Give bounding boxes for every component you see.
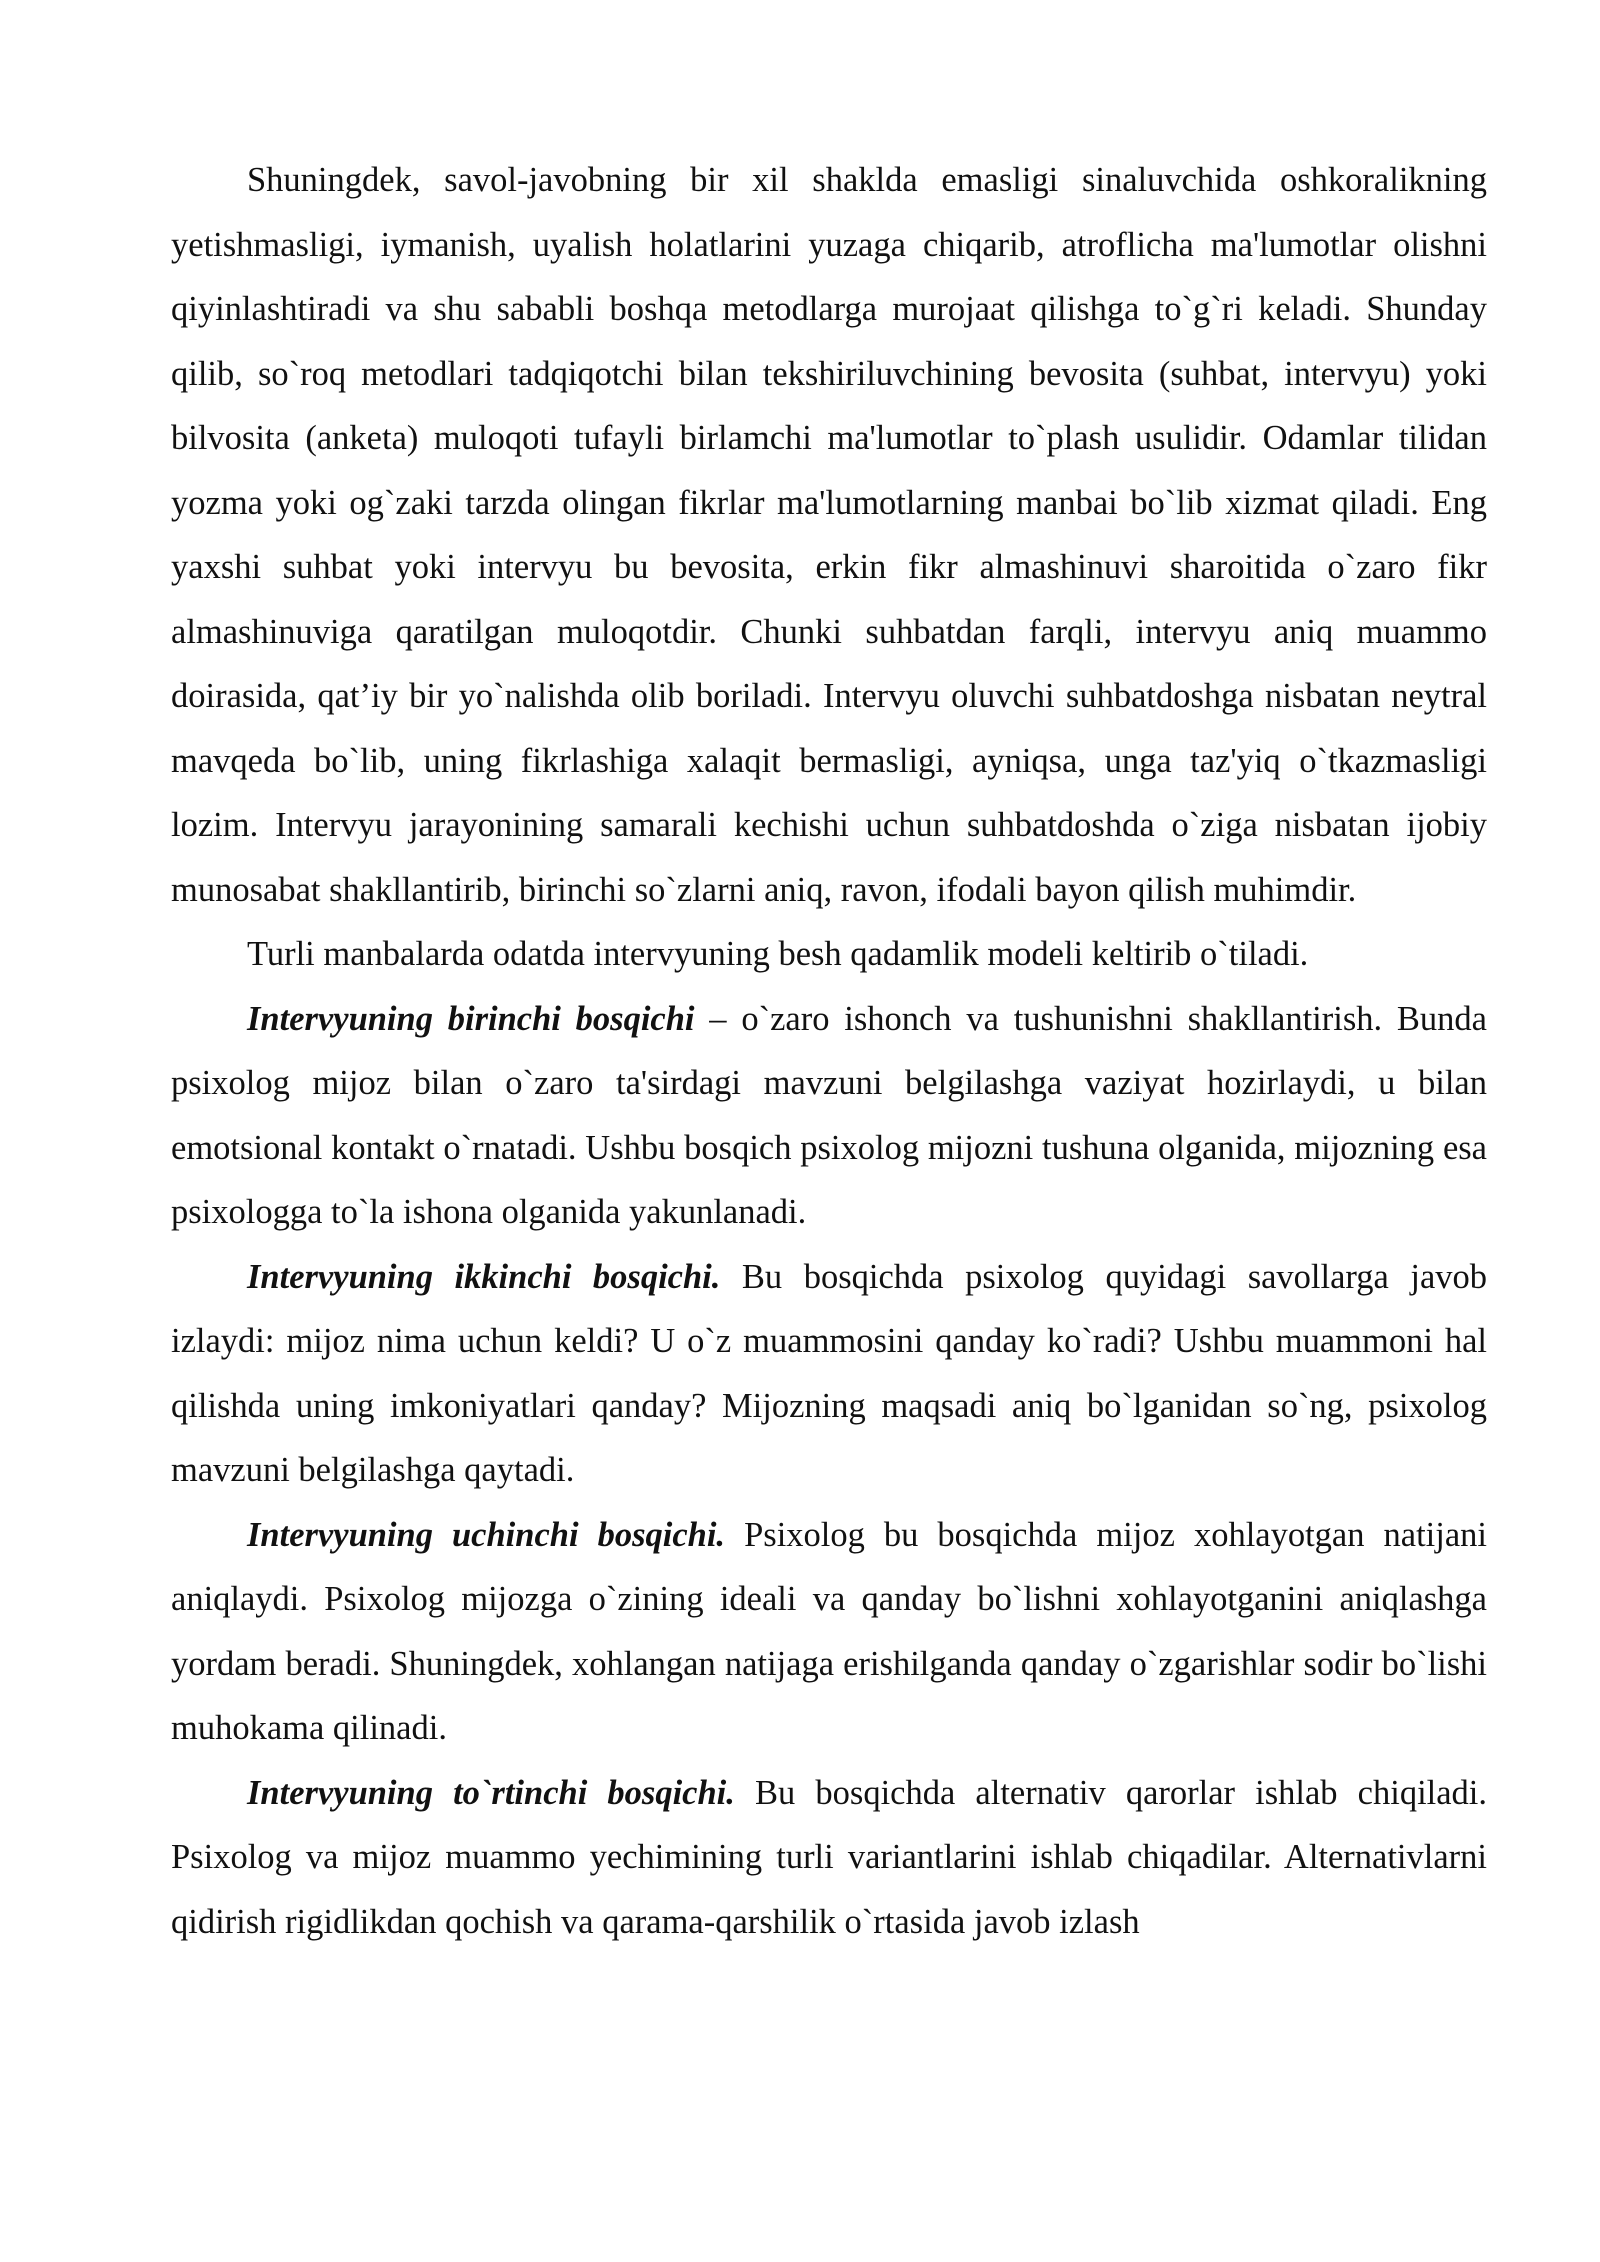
paragraph-stage-four: [171, 1761, 1487, 1955]
paragraph-text: Turli manbalarda odatda intervyuning besh qadamlik modeli keltirib o`tiladi.: [247, 935, 1309, 973]
paragraph-text: Bu bosqichda psixolog quyidagi savollarga javob izlaydi: mijoz nima uchun keldi? U o`z muammosini qanday ko`radi? Ushbu muammoni hal qilishda uning imkoniyatlari qanday? Mijozning maqsadi aniq bo`lganidan so`ng, psixolog mavzuni belgilashga qaytadi.: [171, 1257, 1488, 1489]
paragraph-stage-two: [171, 1245, 1487, 1503]
paragraph-interview-methods: [171, 148, 1487, 922]
document-page: [171, 148, 1487, 1954]
stage-heading: Intervyuning uchinchi bosqichi.: [247, 1515, 726, 1554]
paragraph-text: Bu bosqichda alternativ qarorlar ishlab chiqiladi. Psixolog va mijoz muammo yechimining turli variantlarini ishlab chiqadilar. Alternativlarni qidirish rigidlikdan qochish va qarama-qarshilik o`rtasida javob izlash: [171, 1773, 1488, 1941]
stage-heading: Intervyuning ikkinchi bosqichi.: [247, 1257, 721, 1296]
paragraph-stage-one: [171, 987, 1487, 1245]
paragraph-five-step-model: [171, 922, 1487, 987]
paragraph-text: Shuningdek, savol-javobning bir xil shaklda emasligi sinaluvchida oshkoralikning yetishmasligi, iymanish, uyalish holatlarini yuzaga chiqarib, atroflicha ma'lumotlar olishni qiyinlashtiradi va shu sababli boshqa metodlarga murojaat qilishga to`g`ri keladi. Shunday qilib, so`roq metodlari tadqiqotchi bilan tekshiriluvchining bevosita (suhbat, intervyu) yoki bilvosita (anketa) muloqoti tufayli birlamchi ma'lumotlar to`plash usulidir. Odamlar tilidan yozma yoki og`zaki tarzda olingan fikrlar ma'lumotlarning manbai bo`lib xizmat qiladi. Eng yaxshi suhbat yoki intervyu bu bevosita, erkin fikr almashinuvi sharoitida o`zaro fikr almashinuviga qaratilgan muloqotdir. Chunki suhbatdan farqli, intervyu aniq muammo doirasida, qat’iy bir yo`nalishda olib boriladi. Intervyu oluvchi suhbatdoshga nisbatan neytral mavqeda bo`lib, uning fikrlashiga xalaqit bermasligi, ayniqsa, unga taz'yiq o`tkazmasligi lozim. Intervyu jarayonining samarali kechishi uchun suhbatdoshda o`ziga nisbatan ijobiy munosabat shakllantirib, birinchi so`zlarni aniq, ravon, ifodali bayon qilish muhimdir.: [171, 161, 1487, 909]
stage-heading: Intervyuning birinchi bosqichi: [247, 999, 695, 1038]
paragraph-stage-three: [171, 1503, 1487, 1761]
paragraph-text: – o`zaro ishonch va tushunishni shakllantirish. Bunda psixolog mijoz bilan o`zaro ta'sirdagi mavzuni belgilashga vaziyat hozirlaydi, u bilan emotsional kontakt o`rnatadi. Ushbu bosqich psixolog mijozni tushuna olganida, mijozning esa psixologga to`la ishona olganida yakunlanadi.: [171, 999, 1487, 1231]
stage-heading: Intervyuning to`rtinchi bosqichi.: [247, 1773, 735, 1812]
paragraph-text: Psixolog bu bosqichda mijoz xohlayotgan natijani aniqlaydi. Psixolog mijozga o`zining ideali va qanday bo`lishni xohlayotganini aniqlashga yordam beradi. Shuningdek, xohlangan natijaga erishilganda qanday o`zgarishlar sodir bo`lishi muhokama qilinadi.: [171, 1515, 1487, 1747]
